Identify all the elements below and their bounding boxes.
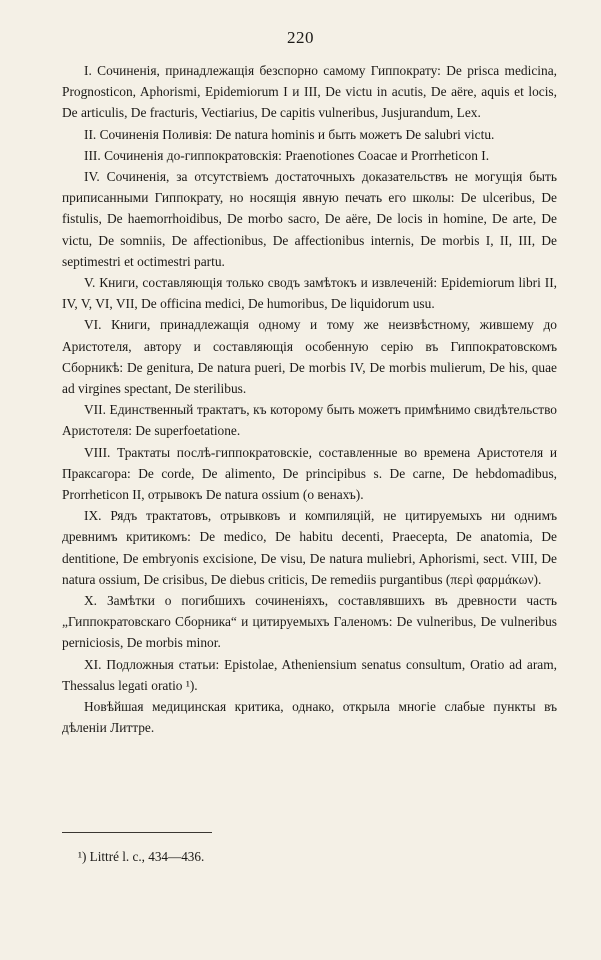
paragraph-section-ii: II. Сочиненія Поливія: De natura hominis и быть можетъ De salubri victu. [84,126,495,142]
paragraph-section-vi: VI. Книги, принадлежащія одному и тому же неизвѣстному, жившему до Аристотеля, автору и составляющія особенную серію въ Гиппократовскомъ Сборникѣ: De genitura, De natura pueri, De morbis IV, De morbis mulierum, De his, quae ad virgines spectant, De sterilibus. [62,317,557,397]
paragraph-section-ix: IX. Рядъ трактатовъ, отрывковъ и компиляцій, не цитируемыхъ ни однимъ древнимъ критикомъ: De medico, De habitu decenti, Praecepta, De anatomia, De dentitione, De embryonis excisione, De visu, De natura muliebri, Aphorismi, sect. VIII, De natura ossium, De crisibus, De diebus criticis, De remediis purgantibus (περὶ φαρμάκων). [62,508,557,587]
paragraph-section-viii: VIII. Трактаты послѣ-гиппократовскіе, составленные во времена Аристотеля и Праксагора: De corde, De alimento, De principibus s. De carne, De hebdomadibus, Prorrheticon II, отрывокъ De natura ossium (о венахъ). [62,444,557,503]
footnote-divider [62,832,212,833]
paragraph-closing: Новѣйшая медицинская критика, однако, открыла многіе слабые пункты въ дѣленіи Литтре. [62,699,557,736]
page-number: 220 [287,28,314,47]
paragraph-section-x: X. Замѣтки о погибшихъ сочиненіяхъ, составлявшихъ въ древности часть „Гиппократовскаго Сборника“ и цитируемыхъ Галеномъ: De vulneribus, De vulneribus perniciosis, De morbis minor. [62,593,557,651]
footnote-text: Littré l. c., 434—436. [89,849,205,864]
paragraph-section-iii: III. Сочиненія до-гиппократовскія: Praenotiones Coacae и Prorrheticon I. [84,147,490,163]
paragraph-section-i: I. Сочиненія, принадлежащія безспорно самому Гиппократу: De prisca medicina, Prognosticon, Aphorismi, Epidemiorum I и III, De victu in acutis, De aëre, aquis et locis, De articulis, De fracturis, Vectiarius, De capitis vulneribus, Jusjurandum, Lex. [62,63,557,121]
body-text [62,60,557,739]
footnote-marker: ¹) [78,849,87,864]
paragraph-section-xi: XI. Подложныя статьи: Epistolae, Atheniensium senatus consultum, Oratio ad aram, Thessalus legati oratio ¹). [62,656,557,693]
paragraph-section-vii: VII. Единственный трактатъ, къ которому быть можетъ примѣнимо свидѣтельство Аристотеля: De superfoetatione. [62,402,557,439]
footnote [78,849,204,865]
paragraph-section-v: V. Книги, составляющія только сводъ замѣтокъ и извлеченій: Epidemiorum libri II, IV, V, VI, VII, De officina medici, De humoribus, De liquidorum usu. [62,275,557,312]
paragraph-section-iv: IV. Сочиненія, за отсутствіемъ достаточныхъ доказательствъ не могущія быть приписанными Гиппократу, но носящія явную печать его школы: De ulceribus, De fistulis, De haemorrhoidibus, De morbo sacro, De aëre, De locis in homine, De arte, De victu, De somniis, De affectionibus, De affectionibus internis, De morbis I, II, III, De septimestri et octimestri partu. [62,169,557,269]
